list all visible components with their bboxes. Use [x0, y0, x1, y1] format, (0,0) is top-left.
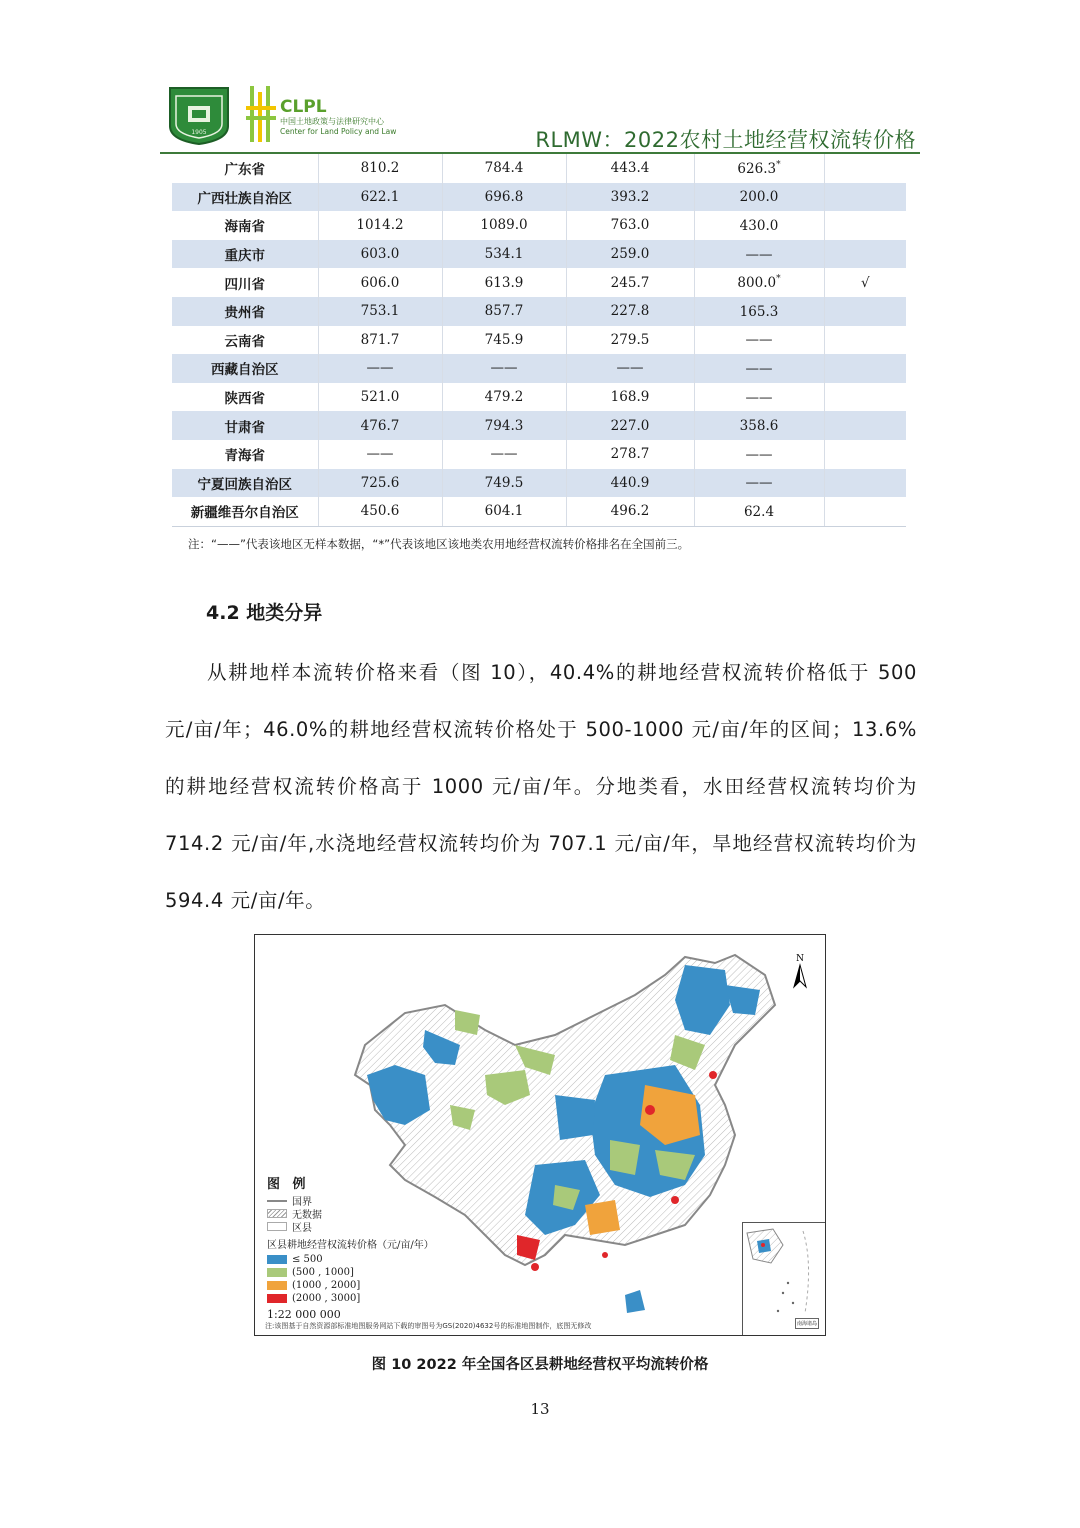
legend-classes	[267, 1253, 434, 1305]
table-row	[172, 440, 906, 469]
figure-note: 注:该图基于自然资源部标准地图服务网站下载的审图号为GS(2020)4632号的标准地图制作，底图无修改	[265, 1322, 592, 1330]
province-cell: 海南省	[172, 211, 318, 240]
body-paragraph: 从耕地样本流转价格来看（图 10），40.4%的耕地经营权流转价格低于 500 元/亩/年；46.0%的耕地经营权流转价格处于 500-1000 元/亩/年的区间；13.6%的耕地经营权流转价格高于 1000 元/亩/年。分地类看，水田经营权流转均价为 714.2 元/亩/年,水浇地经营权流转均价为 707.1 元/亩/年，旱地经营权流转均价为 594.4 元/亩/年。	[165, 661, 917, 912]
value-cell: 603.0	[318, 240, 442, 269]
legend-swatch	[267, 1294, 287, 1303]
value-cell: ——	[694, 440, 824, 469]
value-cell: 626.3*	[694, 154, 824, 183]
table-row	[172, 354, 906, 383]
mark-cell	[824, 297, 906, 326]
table-row	[172, 297, 906, 326]
legend-title: 图 例	[267, 1177, 310, 1192]
table-row	[172, 183, 906, 212]
province-cell: 重庆市	[172, 240, 318, 269]
table-row	[172, 154, 906, 183]
table-row	[172, 497, 906, 526]
province-cell: 青海省	[172, 440, 318, 469]
value-cell: ——	[442, 440, 566, 469]
legend-swatch	[267, 1255, 287, 1264]
legend-class-item	[267, 1253, 434, 1266]
value-cell: 165.3	[694, 297, 824, 326]
province-cell: 贵州省	[172, 297, 318, 326]
province-cell: 广西壮族自治区	[172, 183, 318, 212]
legend-swatch	[267, 1268, 287, 1277]
map-scale: 1:22 000 000	[267, 1308, 341, 1321]
value-cell: 358.6	[694, 411, 824, 440]
value-cell: ——	[694, 354, 824, 383]
value-cell: 763.0	[566, 211, 694, 240]
value-cell: 749.5	[442, 469, 566, 498]
value-cell: 871.7	[318, 326, 442, 355]
mark-cell	[824, 183, 906, 212]
province-cell: 宁夏回族自治区	[172, 469, 318, 498]
value-cell: 794.3	[442, 411, 566, 440]
legend-class-item	[267, 1279, 434, 1292]
value-cell: 245.7	[566, 268, 694, 297]
legend-nodata: 无数据	[267, 1207, 434, 1220]
value-cell: 278.7	[566, 440, 694, 469]
value-cell: ——	[694, 326, 824, 355]
value-cell: 613.9	[442, 268, 566, 297]
value-cell: 800.0*	[694, 268, 824, 297]
table-body	[172, 154, 906, 526]
value-cell: ——	[318, 354, 442, 383]
value-cell: 810.2	[318, 154, 442, 183]
value-cell: 200.0	[694, 183, 824, 212]
mark-cell: √	[860, 274, 870, 291]
province-cell: 新疆维吾尔自治区	[172, 497, 318, 526]
section-title: 4.2 地类分异	[206, 602, 323, 624]
province-cell: 西藏自治区	[172, 354, 318, 383]
table-row	[172, 240, 906, 269]
svg-text:1905: 1905	[191, 129, 207, 136]
value-cell: 534.1	[442, 240, 566, 269]
table-row	[172, 469, 906, 498]
legend-class-item	[267, 1266, 434, 1279]
value-cell: ——	[694, 240, 824, 269]
value-cell: 430.0	[694, 211, 824, 240]
value-cell: 443.4	[566, 154, 694, 183]
rank-star: *	[776, 274, 781, 285]
mark-cell	[824, 211, 906, 240]
value-cell: 479.2	[442, 383, 566, 412]
rank-star: *	[776, 159, 781, 170]
value-cell: ——	[694, 469, 824, 498]
value-cell: 227.0	[566, 411, 694, 440]
value-cell: 62.4	[694, 497, 824, 526]
legend-class-label: (2000 , 3000]	[292, 1293, 361, 1304]
value-cell: 753.1	[318, 297, 442, 326]
price-table	[172, 154, 906, 527]
province-cell: 云南省	[172, 326, 318, 355]
value-cell: 784.4	[442, 154, 566, 183]
value-cell: 857.7	[442, 297, 566, 326]
mark-cell	[824, 154, 906, 183]
legend-county: 区县	[267, 1220, 434, 1233]
report-title: RLMW：2022农村土地经营权流转价格	[535, 128, 916, 152]
figure-caption: 图 10 2022 年全国各区县耕地经营权平均流转价格	[371, 1357, 709, 1373]
value-cell: 393.2	[566, 183, 694, 212]
value-cell: ——	[442, 354, 566, 383]
value-cell: 1014.2	[318, 211, 442, 240]
value-cell: 440.9	[566, 469, 694, 498]
mark-cell	[824, 383, 906, 412]
value-cell: 521.0	[318, 383, 442, 412]
legend-border: 国界	[267, 1194, 434, 1207]
value-cell: 604.1	[442, 497, 566, 526]
value-cell: ——	[318, 440, 442, 469]
province-cell: 陕西省	[172, 383, 318, 412]
province-cell: 甘肃省	[172, 411, 318, 440]
university-seal-logo	[166, 84, 232, 146]
clpl-abbr: CLPL	[280, 97, 327, 117]
mark-cell	[824, 326, 906, 355]
legend-class-item	[267, 1292, 434, 1305]
page-header	[160, 78, 920, 156]
province-cell: 广东省	[172, 154, 318, 183]
table-row	[172, 268, 906, 297]
legend-class-label: (500 , 1000]	[292, 1267, 354, 1278]
inset-label: 南海诸岛	[795, 1318, 819, 1329]
value-cell: 725.6	[318, 469, 442, 498]
value-cell: 476.7	[318, 411, 442, 440]
mark-cell	[824, 440, 906, 469]
china-map-figure	[254, 934, 826, 1336]
province-cell: 四川省	[172, 268, 318, 297]
legend-class-label: (1000 , 2000]	[292, 1280, 361, 1291]
mark-cell	[824, 469, 906, 498]
table-row	[172, 326, 906, 355]
value-cell: 745.9	[442, 326, 566, 355]
page-number: 13	[530, 1400, 550, 1418]
legend-class-label: ≤ 500	[292, 1254, 323, 1265]
value-cell: 496.2	[566, 497, 694, 526]
legend-subtitle: 区县耕地经营权流转价格（元/亩/年）	[267, 1240, 434, 1251]
table-row	[172, 411, 906, 440]
mark-cell	[824, 411, 906, 440]
value-cell: ——	[694, 383, 824, 412]
value-cell: 279.5	[566, 326, 694, 355]
value-cell: 227.8	[566, 297, 694, 326]
mark-cell	[824, 240, 906, 269]
value-cell: 696.8	[442, 183, 566, 212]
value-cell: 1089.0	[442, 211, 566, 240]
value-cell: ——	[566, 354, 694, 383]
table-note: 注：“——”代表该地区无样本数据，“*”代表该地区该地类农用地经营权流转价格排名在全国前三。	[188, 537, 690, 551]
map-legend	[267, 1173, 434, 1321]
mark-cell	[824, 354, 906, 383]
south-china-sea-inset	[742, 1222, 825, 1335]
value-cell: 168.9	[566, 383, 694, 412]
north-label: N	[796, 954, 804, 964]
table-row	[172, 211, 906, 240]
mark-cell	[824, 497, 906, 526]
clpl-cn: 中国土地政策与法律研究中心	[280, 117, 384, 126]
value-cell: 259.0	[566, 240, 694, 269]
table-row	[172, 383, 906, 412]
north-arrow	[789, 951, 811, 991]
clpl-logo	[246, 82, 426, 144]
clpl-en: Center for Land Policy and Law	[280, 127, 397, 136]
value-cell: 622.1	[318, 183, 442, 212]
value-cell: 450.6	[318, 497, 442, 526]
legend-swatch	[267, 1281, 287, 1290]
value-cell: 606.0	[318, 268, 442, 297]
